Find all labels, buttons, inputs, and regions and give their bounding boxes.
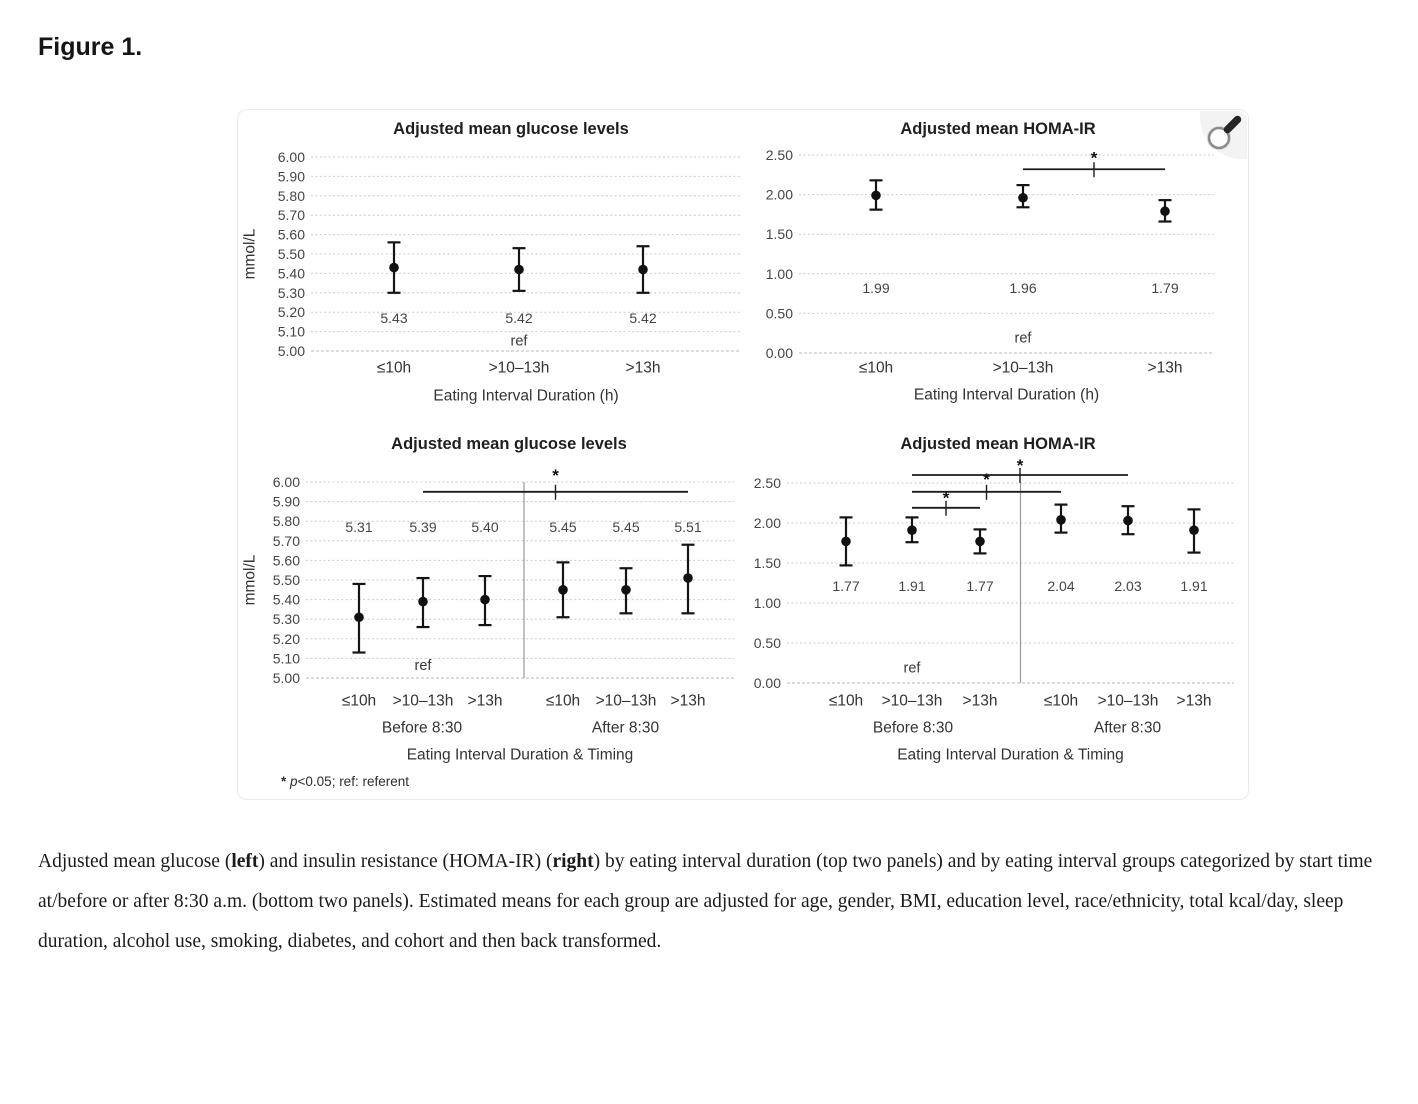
value-label: 1.79: [1151, 280, 1179, 297]
value-label: 1.99: [862, 280, 890, 297]
data-point: [841, 537, 851, 547]
y-tick-label: 2.50: [765, 147, 793, 163]
y-tick-label: 5.90: [272, 493, 300, 510]
data-point: [354, 612, 364, 622]
x-tick-label: >10–13h: [992, 359, 1054, 377]
y-tick-label: 0.50: [765, 305, 793, 322]
ref-label: ref: [1014, 330, 1032, 347]
value-label: 5.42: [629, 310, 657, 327]
y-tick-label: 5.00: [272, 670, 300, 686]
figure-caption: [38, 842, 1402, 962]
y-tick-label: 1.00: [753, 595, 781, 611]
x-tick-label: >10–13h: [392, 692, 454, 710]
y-tick-label: 5.80: [272, 513, 300, 530]
panel-title: Adjusted mean HOMA-IR: [900, 120, 1096, 138]
y-tick-label: 0.00: [765, 345, 793, 361]
chart-glucose-by-duration-timing: [238, 421, 741, 799]
significance-asterisk: *: [1016, 455, 1024, 475]
x-tick-label: ≤10h: [858, 359, 894, 377]
chart-homa-by-duration-timing: [741, 421, 1248, 799]
y-tick-label: 5.70: [272, 532, 300, 549]
ref-label: ref: [903, 660, 921, 677]
group-label: After 8:30: [1093, 719, 1162, 737]
x-tick-label: >10–13h: [1097, 692, 1159, 710]
x-tick-label: ≤10h: [376, 359, 412, 377]
data-point: [975, 537, 985, 547]
y-tick-label: 6.00: [272, 474, 300, 490]
y-tick-label: 5.30: [277, 284, 305, 301]
x-tick-label: ≤10h: [828, 692, 864, 710]
y-tick-label: 1.00: [765, 265, 793, 282]
value-label: 5.39: [409, 519, 437, 536]
y-tick-label: 5.20: [277, 304, 305, 321]
x-tick-label: >13h: [625, 359, 661, 377]
footnote-text: <0.05; ref: referent: [297, 774, 409, 789]
x-tick-label: >13h: [1147, 359, 1183, 377]
data-point: [1056, 515, 1066, 525]
data-point: [621, 585, 631, 595]
y-tick-label: 5.50: [272, 572, 300, 588]
y-tick-label: 5.30: [272, 611, 300, 628]
value-label: 5.40: [471, 519, 499, 536]
footnote-p-symbol: p: [290, 774, 298, 789]
value-label: 5.51: [674, 519, 702, 536]
data-point: [638, 265, 648, 275]
value-label: 2.03: [1114, 578, 1142, 595]
chart-glucose-by-duration: [238, 110, 741, 421]
ref-label: ref: [414, 658, 432, 675]
y-tick-label: 1.50: [753, 555, 781, 571]
figure-panel: [237, 109, 1249, 800]
y-tick-label: 5.70: [277, 207, 305, 224]
y-axis-title: mmol/L: [241, 554, 259, 606]
y-tick-label: 2.50: [753, 475, 781, 491]
value-label: 5.43: [380, 310, 408, 327]
data-point: [558, 585, 568, 595]
y-tick-label: 5.00: [277, 343, 305, 359]
y-tick-label: 1.50: [765, 226, 793, 243]
group-label: Before 8:30: [381, 719, 463, 737]
significance-asterisk: *: [983, 470, 990, 490]
value-label: 2.04: [1047, 578, 1075, 595]
data-point: [1018, 193, 1028, 203]
data-point: [1123, 516, 1133, 526]
x-tick-label: >13h: [1176, 692, 1212, 710]
x-axis-title: Eating Interval Duration (h): [433, 387, 619, 405]
figure-label: Figure 1.: [38, 33, 143, 61]
significance-asterisk: *: [552, 466, 559, 486]
panel-title: Adjusted mean glucose levels: [393, 120, 629, 138]
y-tick-label: 5.10: [277, 323, 305, 340]
value-label: 5.31: [345, 519, 373, 536]
data-point: [514, 265, 524, 275]
x-tick-label: ≤10h: [1043, 692, 1079, 710]
value-label: 5.45: [612, 519, 640, 536]
data-point: [1160, 206, 1170, 216]
x-axis-title: Eating Interval Duration (h): [913, 386, 1100, 404]
chart-homa-by-duration: [741, 110, 1248, 421]
panel-title: Adjusted mean glucose levels: [391, 435, 627, 453]
value-label: 1.96: [1009, 280, 1037, 297]
y-tick-label: 2.00: [765, 186, 793, 203]
value-label: 5.45: [549, 519, 577, 536]
x-tick-label: ≤10h: [545, 692, 581, 710]
caption-bold-text: right: [552, 851, 594, 872]
x-tick-label: >13h: [962, 692, 998, 710]
x-tick-label: ≤10h: [341, 692, 377, 710]
ref-label: ref: [510, 333, 528, 350]
panel-title: Adjusted mean HOMA-IR: [900, 435, 1096, 453]
group-label: Before 8:30: [872, 719, 954, 737]
data-point: [907, 525, 917, 535]
x-tick-label: >10–13h: [488, 359, 550, 377]
x-tick-label: >13h: [670, 692, 706, 710]
y-tick-label: 5.90: [277, 168, 305, 185]
x-tick-label: >10–13h: [595, 692, 657, 710]
significance-asterisk: *: [1090, 148, 1098, 168]
caption-text: ) by eating interval duration (top two panels) and by eating interval groups categorized by start time at/before or after 8:30 a.m. (bottom two panels). Estimated means for each group are adjusted for age, gender, BMI, education level, race/ethnicity, total kcal/day, sleep duration, alcohol use, smoking, diabetes, and cohort and then back transformed.: [38, 851, 1373, 952]
y-tick-label: 0.00: [753, 675, 781, 691]
y-tick-label: 6.00: [277, 149, 305, 165]
data-point: [683, 573, 693, 583]
footnote-asterisk: *: [281, 774, 291, 789]
x-axis-title: Eating Interval Duration & Timing: [897, 746, 1124, 764]
y-tick-label: 5.60: [277, 226, 305, 243]
data-point: [871, 191, 881, 201]
y-tick-label: 5.60: [272, 552, 300, 569]
y-tick-label: 5.50: [277, 246, 305, 262]
caption-text: Adjusted mean glucose (: [38, 851, 232, 872]
value-label: 1.77: [832, 578, 860, 595]
caption-bold-text: left: [231, 851, 259, 872]
data-point: [418, 597, 428, 607]
group-label: After 8:30: [591, 719, 660, 737]
data-point: [389, 263, 399, 273]
value-label: 1.77: [966, 578, 994, 595]
value-label: 1.91: [898, 578, 926, 595]
value-label: 5.42: [505, 310, 533, 327]
y-tick-label: 5.40: [277, 265, 305, 282]
y-tick-label: 5.40: [272, 591, 300, 608]
x-tick-label: >10–13h: [881, 692, 943, 710]
y-tick-label: 2.00: [753, 515, 781, 531]
significance-asterisk: *: [942, 488, 950, 508]
data-point: [480, 595, 490, 605]
caption-text: ) and insulin resistance (HOMA-IR) (: [258, 851, 553, 872]
y-axis-title: mmol/L: [241, 228, 259, 280]
y-tick-label: 5.20: [272, 630, 300, 647]
x-tick-label: >13h: [467, 692, 503, 710]
y-tick-label: 5.80: [277, 187, 305, 204]
y-tick-label: 0.50: [753, 635, 781, 651]
value-label: 1.91: [1180, 578, 1208, 595]
y-tick-label: 5.10: [272, 650, 300, 667]
data-point: [1189, 525, 1199, 535]
x-axis-title: Eating Interval Duration & Timing: [406, 746, 634, 764]
